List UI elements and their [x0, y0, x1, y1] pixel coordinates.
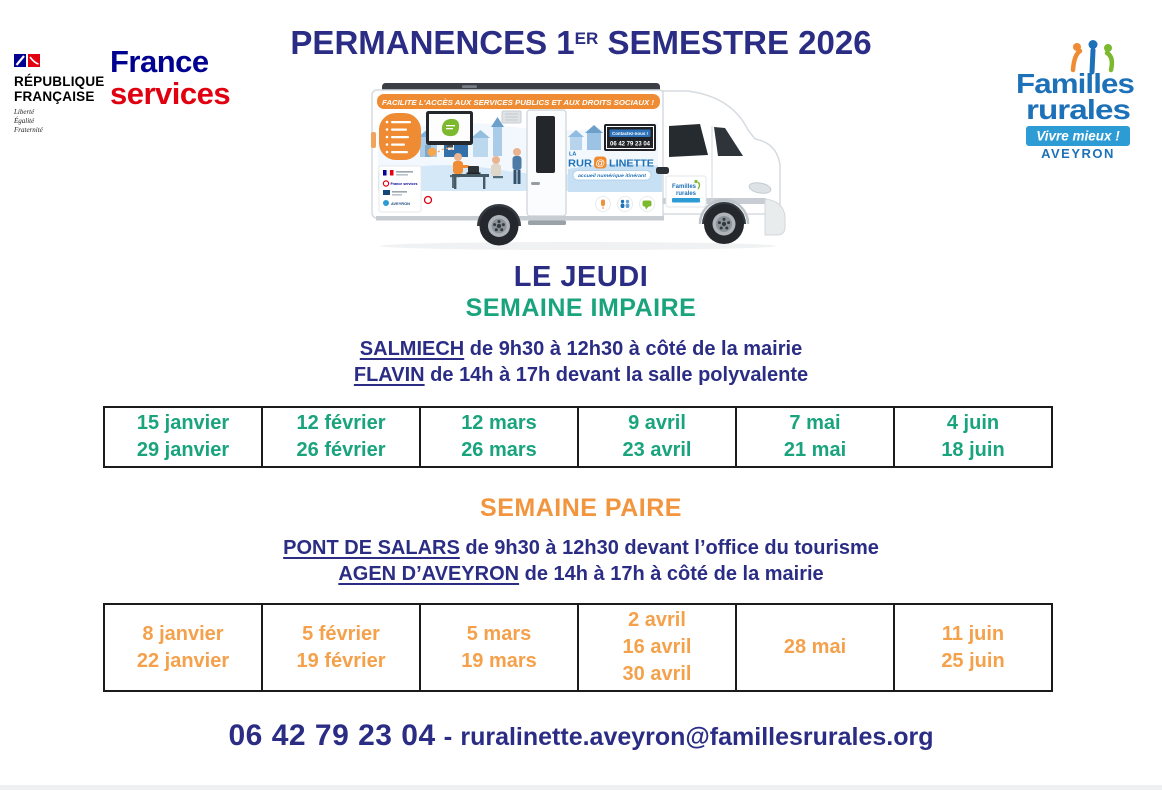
date: 12 février — [296, 412, 386, 434]
contact-footer — [0, 719, 1162, 753]
date-cell — [420, 604, 578, 691]
republique-motto — [14, 108, 114, 135]
region-text: AVEYRON — [1041, 146, 1115, 161]
familles-word: Familles — [1016, 68, 1135, 99]
footer-email: ruralinette.aveyron@famillesrurales.org — [460, 723, 934, 751]
van-illustration — [366, 80, 791, 252]
place-name: AGEN D’AVEYRON — [338, 563, 520, 585]
date-cell — [736, 407, 894, 467]
date-cell — [578, 604, 736, 691]
place-details: de 9h30 à 12h30 à côté de la mairie — [464, 338, 803, 360]
date: 8 janvier — [142, 622, 224, 645]
odd-week-heading: SEMAINE IMPAIRE — [465, 294, 697, 322]
place-name: FLAVIN — [353, 364, 425, 386]
date-cell — [262, 604, 420, 691]
place-details: de 9h30 à 12h30 devant l’office du tourisme — [459, 537, 879, 559]
date-cell — [736, 604, 894, 691]
van-brand-rur: RUR — [568, 157, 593, 170]
date: 22 janvier — [136, 649, 230, 672]
place-details: de 14h à 17h à côté de la mairie — [519, 563, 824, 585]
van-brand-la: LA — [569, 151, 577, 158]
title-suffix: SEMESTRE 2026 — [598, 24, 872, 61]
date: 26 mars — [461, 439, 537, 461]
france-services-word1: France — [110, 44, 209, 79]
motto-line: Égalité — [14, 117, 35, 125]
date: 11 juin — [941, 622, 1005, 645]
side-mirror — [656, 167, 669, 174]
even-week-heading: SEMAINE PAIRE — [480, 494, 682, 522]
van-contact-label: Contactez-nous ! — [612, 131, 649, 137]
familles-rurales-logo — [1014, 40, 1140, 167]
title-superscript: ER — [574, 29, 599, 48]
rurales-word: rurales — [1026, 94, 1131, 125]
date: 16 avril — [622, 636, 692, 658]
door-sticker-word2: rurales — [675, 191, 697, 197]
van-contact-sign — [604, 124, 656, 151]
van-tv-screen — [426, 111, 473, 148]
date-cell — [578, 407, 736, 467]
mic-icon — [601, 200, 605, 207]
date: 5 février — [302, 622, 380, 645]
van-brand-at: @ — [595, 157, 605, 169]
republique-line2: FRANÇAISE — [14, 88, 95, 104]
footer-separator: - — [443, 721, 453, 751]
van-partner-aveyron: AVEYRON — [391, 201, 410, 206]
location-line-pont-de-salars — [0, 537, 1162, 560]
date: 29 janvier — [136, 439, 230, 461]
france-services-word2: services — [110, 76, 231, 111]
motto-line: Fraternité — [14, 126, 43, 134]
location-line-salmiech — [0, 338, 1162, 361]
footer-phone: 06 42 79 23 04 — [228, 719, 436, 752]
van-door-sticker — [666, 176, 706, 207]
location-line-flavin — [0, 364, 1162, 387]
place-name: SALMIECH — [359, 338, 465, 360]
motto-line: Liberté — [14, 108, 35, 116]
table-row — [104, 407, 1052, 467]
van-side-door — [527, 110, 566, 216]
date: 30 avril — [622, 663, 692, 685]
van-brand-subtitle: accueil numérique itinérant — [578, 174, 641, 180]
date: 4 juin — [946, 412, 1000, 434]
van-service-icons — [596, 197, 655, 212]
bottom-edge-strip — [0, 785, 1162, 790]
date: 5 mars — [466, 622, 532, 645]
front-bumper — [765, 199, 785, 235]
date: 23 avril — [622, 439, 692, 461]
front-wheel — [704, 204, 744, 244]
date: 18 juin — [941, 439, 1005, 461]
place-details: de 14h à 17h devant la salle polyvalente — [424, 364, 809, 386]
van-services-list — [379, 113, 421, 160]
date: 19 février — [296, 649, 386, 672]
republique-line1: RÉPUBLIQUE — [14, 74, 105, 89]
date: 19 mars — [461, 649, 537, 672]
van-contact-phone: 06 42 79 23 04 — [610, 141, 651, 148]
date-cell — [420, 407, 578, 467]
republique-francaise-logo — [14, 54, 114, 135]
title-prefix: PERMANENCES 1 — [290, 24, 575, 61]
partner-roundel-icon — [425, 197, 432, 204]
table-row — [104, 604, 1052, 691]
even-week-table — [103, 603, 1053, 692]
date: 7 mai — [789, 412, 841, 434]
day-heading: LE JEUDI — [513, 261, 649, 293]
location-line-agen-daveyron — [0, 563, 1162, 586]
van-partner-logos — [379, 166, 421, 212]
date-cell — [262, 407, 420, 467]
van-partner-france-services: France services — [390, 181, 419, 186]
date: 25 juin — [941, 649, 1005, 672]
door-sticker-word1: Familles — [671, 184, 697, 190]
republique-name — [14, 75, 114, 104]
date: 9 avril — [628, 412, 686, 434]
date: 21 mai — [783, 439, 847, 461]
tagline-text: Vivre mieux ! — [1036, 128, 1120, 144]
place-name: PONT DE SALARS — [283, 537, 460, 559]
page-title — [0, 24, 1162, 62]
date: 12 mars — [461, 412, 537, 434]
date: 2 avril — [628, 609, 686, 631]
date: 28 mai — [783, 636, 847, 658]
date-cell — [894, 407, 1052, 467]
van-brand-linette: LINETTE — [609, 157, 654, 170]
date-cell — [894, 604, 1052, 691]
date: 26 février — [296, 439, 386, 461]
van-roof-banner-text: FACILITE L'ACCÈS AUX SERVICES PUBLICS ET AUX DROITS SOCIAUX ! — [382, 97, 655, 107]
date: 15 janvier — [136, 412, 230, 434]
date-cell — [104, 604, 262, 691]
date-cell — [104, 407, 262, 467]
odd-week-table — [103, 406, 1053, 468]
